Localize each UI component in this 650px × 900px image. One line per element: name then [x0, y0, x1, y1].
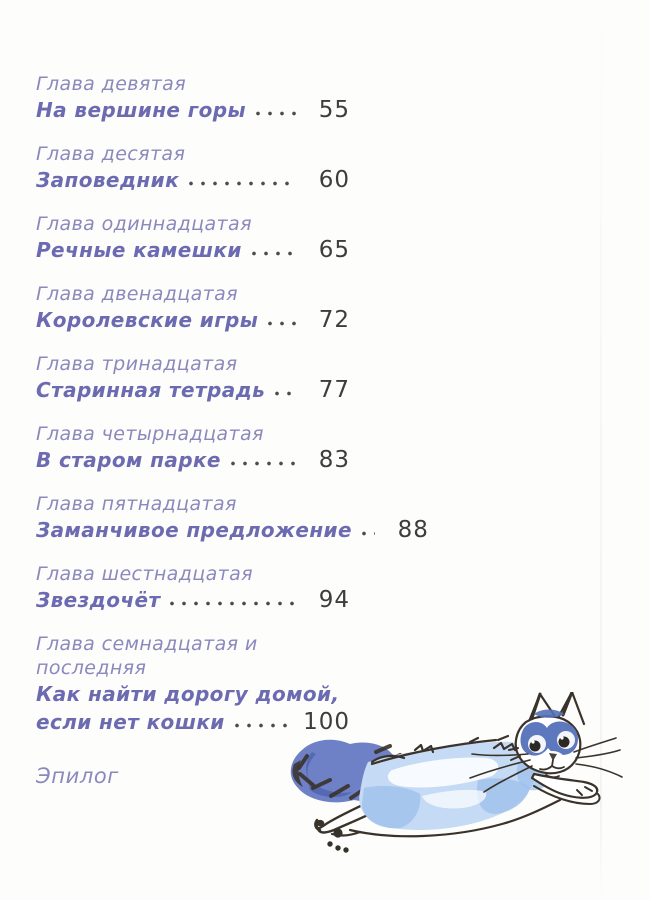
toc-entry — [36, 352, 350, 404]
dot-leader — [274, 390, 296, 397]
chapter-title-row — [36, 516, 429, 544]
page-number: 60 — [318, 167, 350, 193]
chapter-title: В старом парке — [36, 448, 221, 472]
page-number: 77 — [318, 377, 350, 403]
dot-leader — [361, 530, 375, 537]
chapter-title: Королевские игры — [36, 308, 259, 332]
chapter-heading: Глава десятая — [36, 143, 186, 165]
chapter-title: Речные камешки — [36, 238, 242, 262]
page-number: 94 — [318, 587, 350, 613]
dot-leader — [169, 600, 296, 607]
chapter-heading: Глава тринадцатая — [36, 353, 238, 375]
table-of-contents — [36, 72, 429, 788]
chapter-heading: Глава шестнадцатая — [36, 563, 253, 585]
chapter-heading: Глава пятнадцатая — [36, 493, 237, 515]
page-number: 72 — [318, 307, 350, 333]
chapter-heading: Глава девятая — [36, 73, 187, 95]
toc-entry — [36, 492, 429, 544]
chapter-title-line2: если нет кошки — [36, 710, 225, 734]
toc-entry — [36, 142, 350, 194]
page-number: 88 — [397, 517, 429, 543]
chapter-heading: Глава семнадцатая и последняя — [36, 633, 258, 679]
page-number: 83 — [318, 447, 350, 473]
page-number: 65 — [318, 237, 350, 263]
running-cat-illustration — [272, 692, 628, 892]
toc-entry — [36, 422, 350, 474]
chapter-title-row — [36, 166, 350, 194]
chapter-heading: Глава одиннадцатая — [36, 213, 252, 235]
chapter-title-row — [36, 236, 350, 264]
page-number: 55 — [318, 97, 350, 123]
chapter-title: Заповедник — [36, 168, 180, 192]
chapter-title-row — [36, 376, 350, 404]
chapter-title-row — [36, 586, 350, 614]
chapter-heading: Глава четырнадцатая — [36, 423, 264, 445]
dot-leader — [255, 110, 296, 117]
chapter-title: На вершине горы — [36, 98, 246, 122]
chapter-title-row — [36, 446, 350, 474]
toc-entry — [36, 212, 350, 264]
epilogue-label: Эпилог — [36, 764, 119, 788]
chapter-title-row — [36, 306, 350, 334]
toc-entry — [36, 562, 350, 614]
chapter-title: Заманчивое предложение — [36, 518, 352, 542]
chapter-title: Старинная тетрадь — [36, 378, 266, 402]
chapter-title-line1: Как найти дорогу домой, — [36, 682, 340, 706]
dot-leader — [267, 320, 296, 327]
dot-leader — [230, 460, 296, 467]
toc-entry — [36, 282, 350, 334]
dot-leader — [251, 250, 296, 257]
chapter-heading: Глава двенадцатая — [36, 283, 238, 305]
chapter-title-row — [36, 96, 350, 124]
toc-entry — [36, 72, 350, 124]
page-number: 100 — [303, 709, 350, 735]
dot-leader — [188, 180, 296, 187]
chapter-title: Звездочёт — [36, 588, 161, 612]
